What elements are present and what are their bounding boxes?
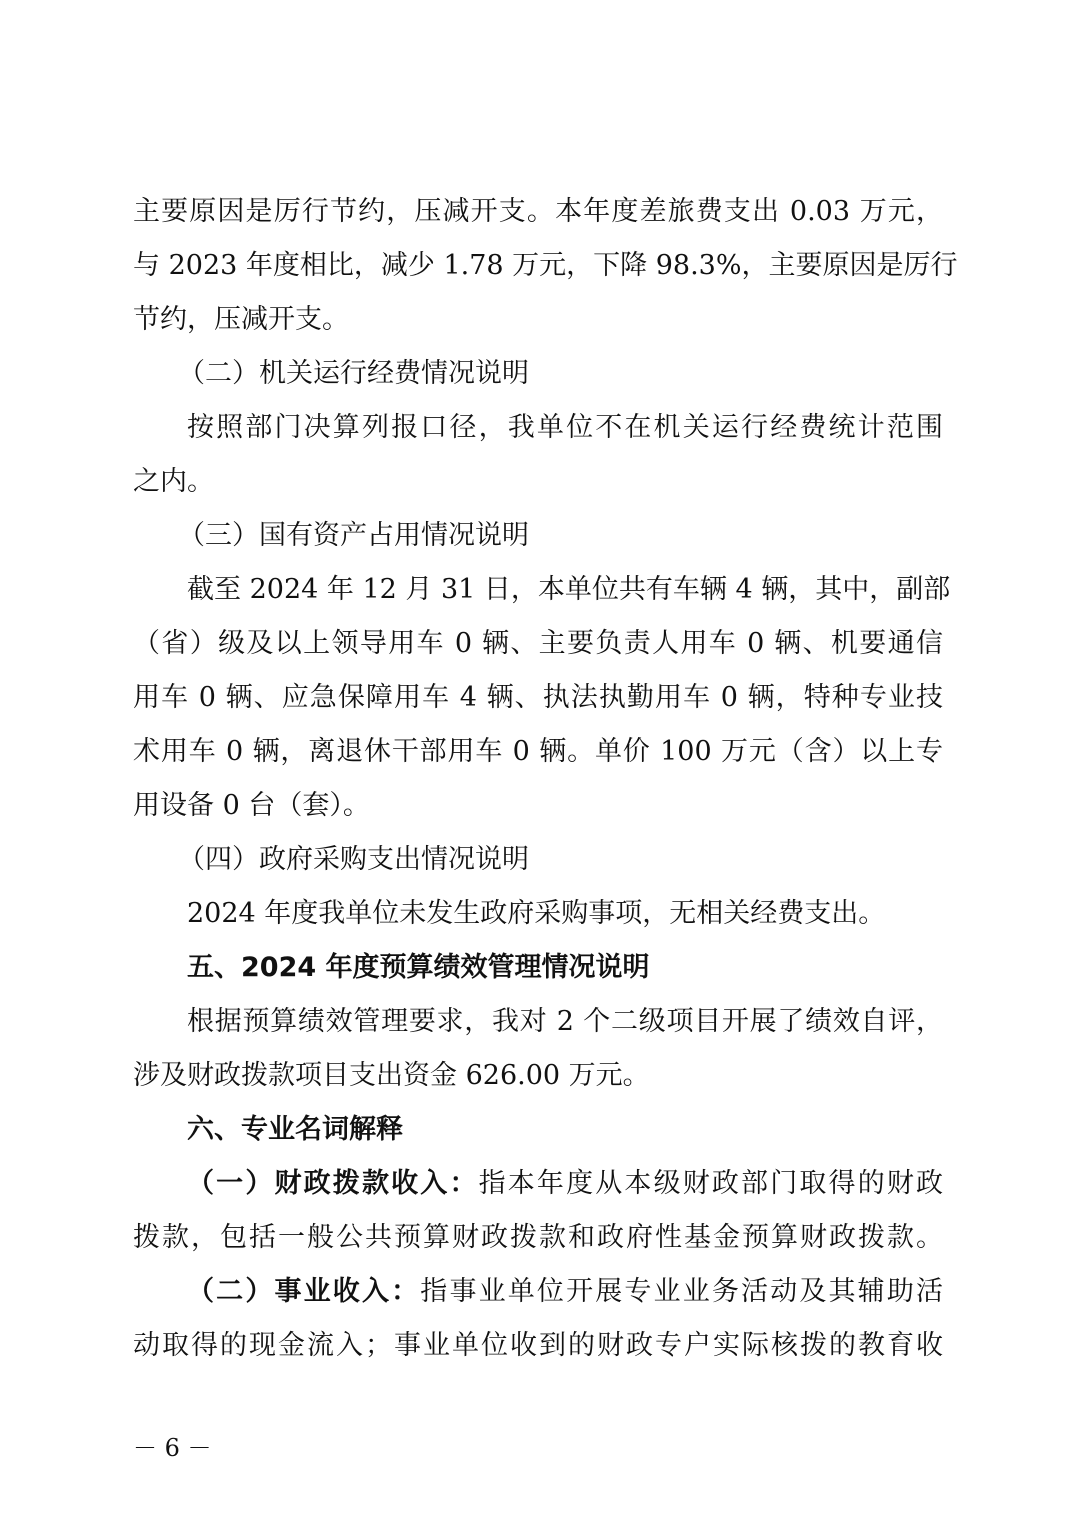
paragraph-line: 按照部门决算列报口径，我单位不在机关运行经费统计范围 [187,412,943,443]
paragraph-line: 之内。 [133,466,214,497]
glossary-item-business-income [187,1272,943,1312]
section-heading-performance-management: 五、2024 年度预算绩效管理情况说明 [187,952,650,983]
paragraph-line: 术用车 0 辆，离退休干部用车 0 辆。单价 100 万元（含）以上专 [133,736,943,767]
glossary-term-definition: 指事业单位开展专业业务活动及其辅助活 [420,1276,944,1307]
paragraph-line: 用车 0 辆、应急保障用车 4 辆、执法执勤用车 0 辆，特种专业技 [133,682,943,713]
paragraph-line: 涉及财政拨款项目支出资金 626.00 万元。 [133,1060,650,1091]
paragraph-line: 用设备 0 台（套）。 [133,790,370,821]
paragraph-line: 节约，压减开支。 [133,304,349,335]
paragraph-line: 2024 年度我单位未发生政府采购事项，无相关经费支出。 [187,898,886,929]
section-heading-government-procurement: （四）政府采购支出情况说明 [178,844,529,875]
glossary-term-label: （一）财政拨款收入： [187,1168,479,1199]
section-heading-administrative-funds: （二）机关运行经费情况说明 [178,358,529,389]
paragraph-line: 动取得的现金流入；事业单位收到的财政专户实际核拨的教育收 [133,1330,943,1361]
paragraph-line: 截至 2024 年 12 月 31 日，本单位共有车辆 4 辆，其中，副部 [187,574,951,605]
glossary-term-label: （二）事业收入： [187,1276,421,1307]
paragraph-line: 与 2023 年度相比，减少 1.78 万元，下降 98.3%，主要原因是厉行 [133,250,958,281]
section-heading-state-assets: （三）国有资产占用情况说明 [178,520,529,551]
paragraph-line: 主要原因是厉行节约，压减开支。本年度差旅费支出 0.03 万元， [133,196,943,227]
glossary-item-fiscal-appropriation [187,1164,943,1204]
paragraph-line: （省）级及以上领导用车 0 辆、主要负责人用车 0 辆、机要通信 [133,628,943,659]
glossary-term-definition: 指本年度从本级财政部门取得的财政 [478,1168,944,1199]
section-heading-glossary: 六、专业名词解释 [187,1114,403,1145]
page-number: － 6 － [133,1434,212,1462]
paragraph-line: 拨款，包括一般公共预算财政拨款和政府性基金预算财政拨款。 [133,1222,943,1253]
paragraph-line: 根据预算绩效管理要求，我对 2 个二级项目开展了绩效自评， [187,1006,943,1037]
